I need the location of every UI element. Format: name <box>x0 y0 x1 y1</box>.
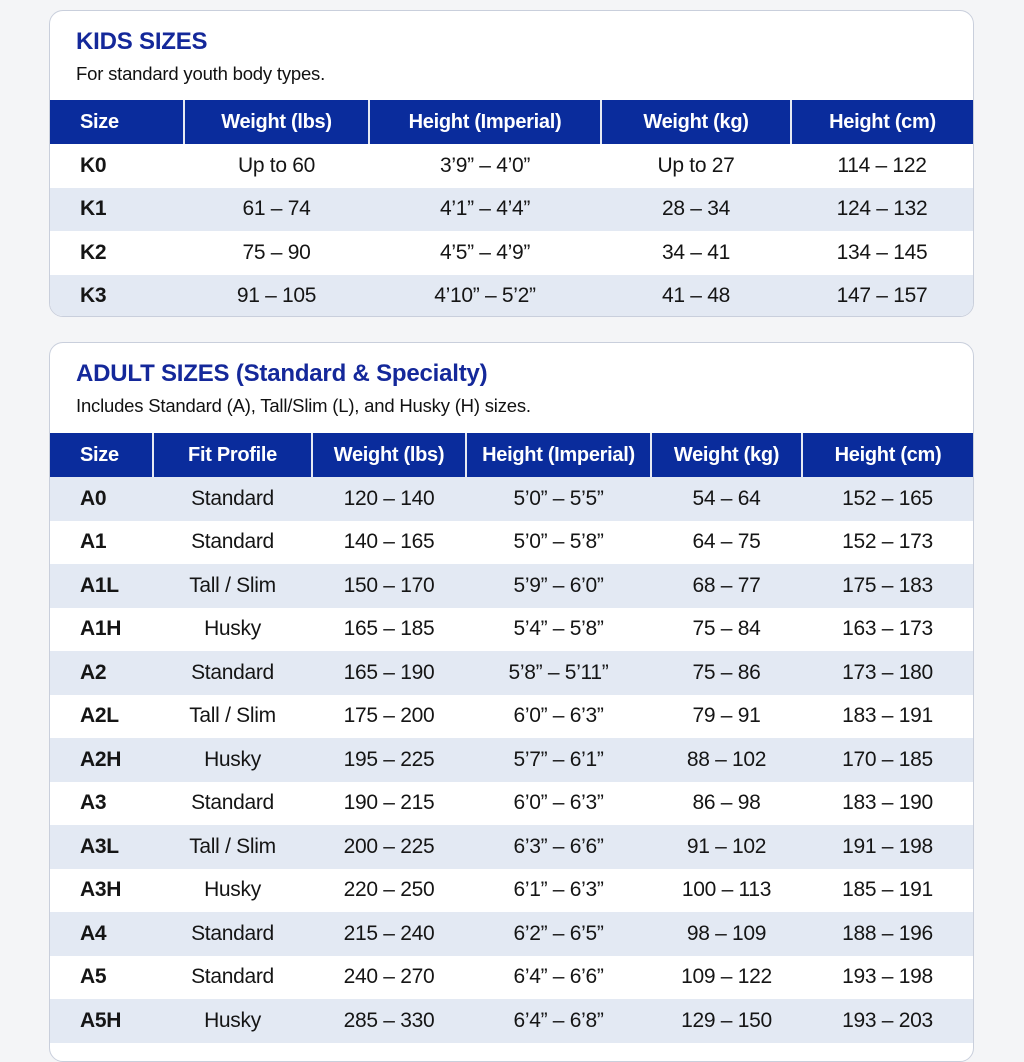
column-header-size: Size <box>50 100 184 144</box>
weight-lbs-cell: 285 – 330 <box>312 999 466 1043</box>
weight-kg-cell: 91 – 102 <box>651 825 802 869</box>
weight-kg-cell: 109 – 122 <box>651 956 802 1000</box>
fit-profile-cell: Standard <box>153 521 312 565</box>
table-row <box>50 144 973 188</box>
column-header-height-cm: Height (cm) <box>791 100 973 144</box>
height-imperial-cell: 6’2” – 6’5” <box>466 912 651 956</box>
table-row <box>50 695 973 739</box>
column-header-weight-kg: Weight (kg) <box>601 100 791 144</box>
size-cell: A0 <box>50 477 153 521</box>
weight-kg-cell: 86 – 98 <box>651 782 802 826</box>
fit-profile-cell: Standard <box>153 782 312 826</box>
adult-sizes-title: ADULT SIZES (Standard & Specialty) <box>76 360 488 387</box>
weight-kg-cell: 79 – 91 <box>651 695 802 739</box>
column-header-size: Size <box>50 433 153 477</box>
fit-profile-cell: Standard <box>153 956 312 1000</box>
column-header-height-imperial: Height (Imperial) <box>369 100 601 144</box>
weight-kg-cell: 41 – 48 <box>601 275 791 318</box>
weight-lbs-cell: 190 – 215 <box>312 782 466 826</box>
table-row <box>50 188 973 232</box>
table-row <box>50 782 973 826</box>
table-row <box>50 564 973 608</box>
weight-kg-cell: Up to 27 <box>601 144 791 188</box>
weight-lbs-cell: 165 – 190 <box>312 651 466 695</box>
fit-profile-cell: Standard <box>153 651 312 695</box>
table-row <box>50 651 973 695</box>
adult-table-header <box>50 433 973 477</box>
kids-sizes-title: KIDS SIZES <box>76 28 208 55</box>
weight-kg-cell: 100 – 113 <box>651 869 802 913</box>
table-row <box>50 869 973 913</box>
kids-sizes-subtitle: For standard youth body types. <box>76 63 326 84</box>
fit-profile-cell: Tall / Slim <box>153 695 312 739</box>
weight-lbs-cell: 240 – 270 <box>312 956 466 1000</box>
size-cell: A1 <box>50 521 153 565</box>
height-imperial-cell: 5’0” – 5’8” <box>466 521 651 565</box>
size-cell: A2H <box>50 738 153 782</box>
size-cell: K0 <box>50 144 184 188</box>
size-cell: A3H <box>50 869 153 913</box>
weight-lbs-cell: 150 – 170 <box>312 564 466 608</box>
height-cm-cell: 152 – 173 <box>802 521 973 565</box>
size-cell: A2L <box>50 695 153 739</box>
weight-kg-cell: 75 – 84 <box>651 608 802 652</box>
size-cell: A4 <box>50 912 153 956</box>
height-imperial-cell: 6’3” – 6’6” <box>466 825 651 869</box>
height-imperial-cell: 4’5” – 4’9” <box>369 231 601 275</box>
weight-kg-cell: 129 – 150 <box>651 999 802 1043</box>
height-imperial-cell: 3’9” – 4’0” <box>369 144 601 188</box>
fit-profile-cell: Husky <box>153 869 312 913</box>
fit-profile-cell: Husky <box>153 738 312 782</box>
kids-sizes-card <box>49 10 974 317</box>
weight-kg-cell: 64 – 75 <box>651 521 802 565</box>
height-cm-cell: 114 – 122 <box>791 144 973 188</box>
height-imperial-cell: 4’10” – 5’2” <box>369 275 601 318</box>
height-imperial-cell: 5’9” – 6’0” <box>466 564 651 608</box>
height-imperial-cell: 5’4” – 5’8” <box>466 608 651 652</box>
weight-lbs-cell: 195 – 225 <box>312 738 466 782</box>
height-cm-cell: 191 – 198 <box>802 825 973 869</box>
size-cell: A5 <box>50 956 153 1000</box>
kids-size-table <box>50 100 973 317</box>
height-cm-cell: 188 – 196 <box>802 912 973 956</box>
table-row <box>50 231 973 275</box>
weight-lbs-cell: 215 – 240 <box>312 912 466 956</box>
table-row <box>50 825 973 869</box>
size-cell: K1 <box>50 188 184 232</box>
height-cm-cell: 170 – 185 <box>802 738 973 782</box>
column-header-weight-lbs: Weight (lbs) <box>312 433 466 477</box>
weight-kg-cell: 54 – 64 <box>651 477 802 521</box>
height-cm-cell: 173 – 180 <box>802 651 973 695</box>
weight-lbs-cell: 91 – 105 <box>184 275 369 318</box>
weight-lbs-cell: 200 – 225 <box>312 825 466 869</box>
table-row <box>50 521 973 565</box>
table-row <box>50 956 973 1000</box>
table-row <box>50 912 973 956</box>
kids-table-header <box>50 100 973 144</box>
table-row <box>50 275 973 318</box>
height-cm-cell: 163 – 173 <box>802 608 973 652</box>
table-row <box>50 608 973 652</box>
height-cm-cell: 175 – 183 <box>802 564 973 608</box>
adult-sizes-card <box>49 342 974 1062</box>
height-cm-cell: 147 – 157 <box>791 275 973 318</box>
height-imperial-cell: 6’4” – 6’8” <box>466 999 651 1043</box>
size-cell: A1H <box>50 608 153 652</box>
height-cm-cell: 152 – 165 <box>802 477 973 521</box>
size-cell: A3L <box>50 825 153 869</box>
weight-lbs-cell: 75 – 90 <box>184 231 369 275</box>
table-row <box>50 477 973 521</box>
size-cell: A2 <box>50 651 153 695</box>
size-cell: A3 <box>50 782 153 826</box>
height-imperial-cell: 6’4” – 6’6” <box>466 956 651 1000</box>
weight-lbs-cell: 120 – 140 <box>312 477 466 521</box>
height-imperial-cell: 6’0” – 6’3” <box>466 695 651 739</box>
fit-profile-cell: Tall / Slim <box>153 825 312 869</box>
table-row <box>50 999 973 1043</box>
size-cell: A1L <box>50 564 153 608</box>
fit-profile-cell: Tall / Slim <box>153 564 312 608</box>
size-cell: K3 <box>50 275 184 318</box>
height-cm-cell: 183 – 191 <box>802 695 973 739</box>
adult-size-table <box>50 433 973 1043</box>
size-cell: A5H <box>50 999 153 1043</box>
height-imperial-cell: 6’0” – 6’3” <box>466 782 651 826</box>
fit-profile-cell: Husky <box>153 999 312 1043</box>
weight-lbs-cell: 175 – 200 <box>312 695 466 739</box>
weight-kg-cell: 34 – 41 <box>601 231 791 275</box>
size-cell: K2 <box>50 231 184 275</box>
fit-profile-cell: Standard <box>153 912 312 956</box>
weight-lbs-cell: 220 – 250 <box>312 869 466 913</box>
column-header-height-imperial: Height (Imperial) <box>466 433 651 477</box>
height-cm-cell: 193 – 198 <box>802 956 973 1000</box>
height-imperial-cell: 4’1” – 4’4” <box>369 188 601 232</box>
fit-profile-cell: Standard <box>153 477 312 521</box>
fit-profile-cell: Husky <box>153 608 312 652</box>
table-row <box>50 738 973 782</box>
weight-kg-cell: 28 – 34 <box>601 188 791 232</box>
weight-kg-cell: 75 – 86 <box>651 651 802 695</box>
height-cm-cell: 134 – 145 <box>791 231 973 275</box>
weight-lbs-cell: 61 – 74 <box>184 188 369 232</box>
column-header-weight-lbs: Weight (lbs) <box>184 100 369 144</box>
height-imperial-cell: 5’8” – 5’11” <box>466 651 651 695</box>
height-imperial-cell: 6’1” – 6’3” <box>466 869 651 913</box>
height-cm-cell: 124 – 132 <box>791 188 973 232</box>
height-imperial-cell: 5’0” – 5’5” <box>466 477 651 521</box>
height-cm-cell: 185 – 191 <box>802 869 973 913</box>
weight-lbs-cell: 165 – 185 <box>312 608 466 652</box>
weight-kg-cell: 98 – 109 <box>651 912 802 956</box>
weight-kg-cell: 88 – 102 <box>651 738 802 782</box>
height-imperial-cell: 5’7” – 6’1” <box>466 738 651 782</box>
column-header-fit-profile: Fit Profile <box>153 433 312 477</box>
height-cm-cell: 183 – 190 <box>802 782 973 826</box>
adult-sizes-subtitle: Includes Standard (A), Tall/Slim (L), and Husky (H) sizes. <box>76 395 531 416</box>
weight-kg-cell: 68 – 77 <box>651 564 802 608</box>
weight-lbs-cell: 140 – 165 <box>312 521 466 565</box>
weight-lbs-cell: Up to 60 <box>184 144 369 188</box>
column-header-height-cm: Height (cm) <box>802 433 973 477</box>
height-cm-cell: 193 – 203 <box>802 999 973 1043</box>
column-header-weight-kg: Weight (kg) <box>651 433 802 477</box>
